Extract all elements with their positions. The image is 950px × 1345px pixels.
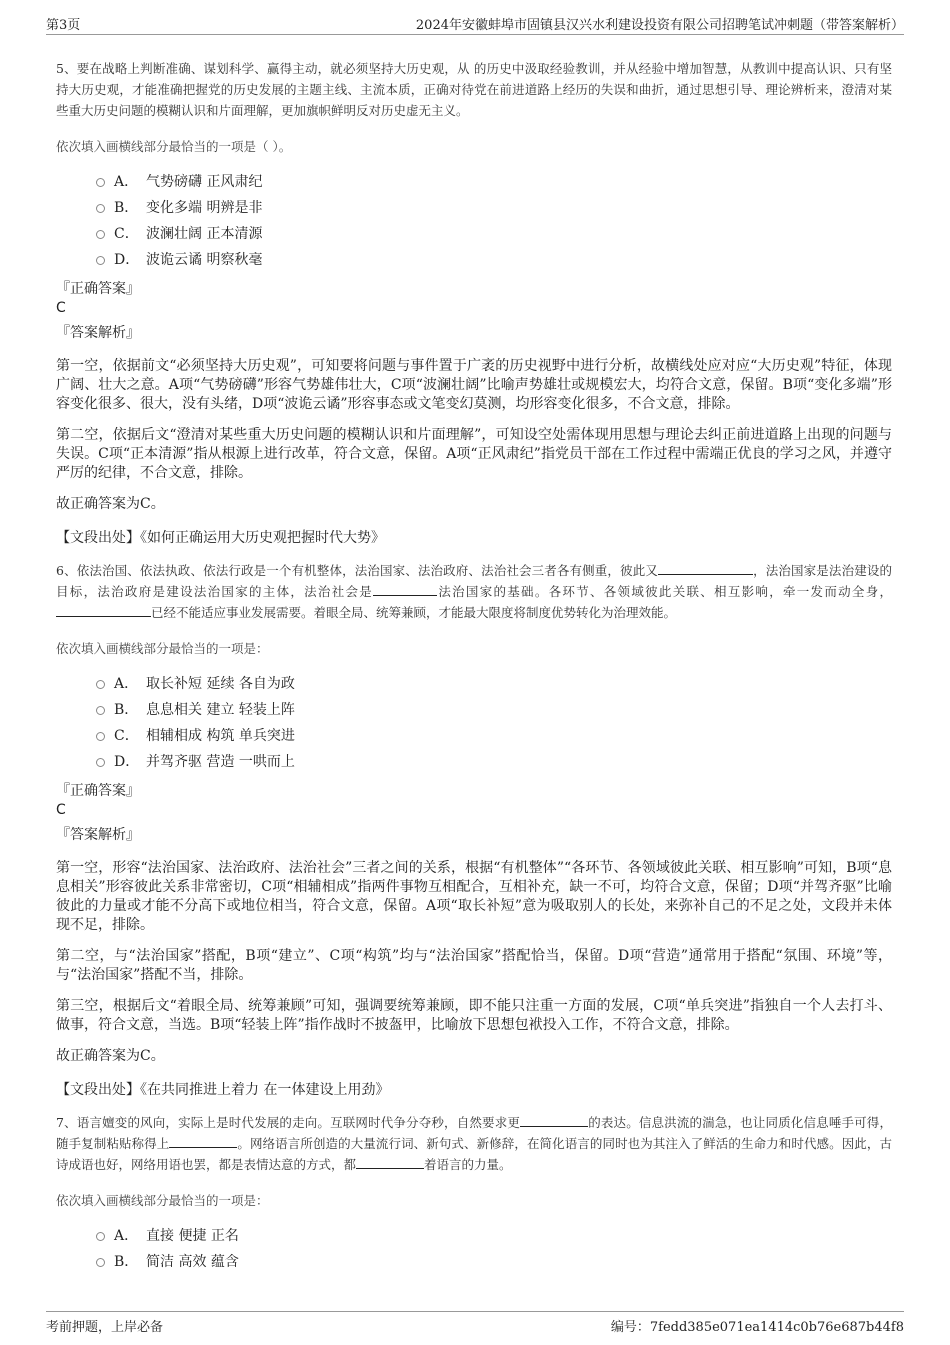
radio-icon[interactable]: [96, 256, 105, 265]
question-stem: 5、要在战略上判断准确、谋划科学、赢得主动，就必须坚持大历史观，从 的历史中汲取经验教训，并从经验中增加智慧，从教训中提高认识、只有坚持大历史观，才能准确把握党的历史发展的主题主线、主流本质，正确对待党在前进道路上经历的失误和曲折，通过思想引导、理论辨析来，澄清对某些重大历史问题的模糊认识和片面理解，更加旗帜鲜明反对历史虚无主义。: [56, 61, 892, 118]
analysis-paragraph: 第一空，形容“法治国家、法治政府、法治社会”三者之间的关系，根据“有机整体”“各环节、各领域彼此关联、相互影响”可知，B项“息息相关”形容彼此关系非常密切，C项“相辅相成”指两件事物互相配合，互相补充，缺一不可，均符合文意，保留；D项“并驾齐驱”比喻彼此的力量或才能不分高下或地位相当，符合文意，保留。A项“取长补短”意为吸取别人的长处，来弥补自己的不足之处，文段并未体现不足，排除。: [56, 860, 892, 933]
question-7: [56, 1112, 892, 1275]
page-number: 第3页: [46, 18, 81, 33]
radio-icon[interactable]: [96, 680, 105, 689]
document-body: [56, 58, 892, 1275]
analysis-paragraph: 第二空，依据后文“澄清对某些重大历史问题的模糊认识和片面理解”，可知设空处需体现用思想与理论去纠正前进道路上出现的问题与失误。C项“正本清源”指从根源上进行改革，符合文意，保留。A项“正风肃纪”指党员干部在工作过程中需端正优良的学习之风，并遵守严厉的纪律，不合文意，排除。: [56, 427, 892, 481]
radio-icon[interactable]: [96, 706, 105, 715]
analysis-paragraph: 第三空，根据后文“着眼全局、统筹兼顾”可知，强调要统筹兼顾，即不能只注重一方面的发展，C项“单兵突进”指独自一个人去打斗、做事，符合文意，当选。B项“轻装上阵”指作战时不披盔甲，比喻放下思想包袱投入工作，不符合文意，排除。: [56, 998, 892, 1033]
option-d[interactable]: D． 波诡云谲 明察秋毫: [96, 247, 892, 273]
fill-blank: [658, 561, 753, 575]
radio-icon[interactable]: [96, 178, 105, 187]
answer-label: 『正确答案』: [56, 281, 140, 297]
radio-icon[interactable]: [96, 1232, 105, 1241]
page-header: [46, 12, 904, 35]
document-id: 编号：7fedd385e071ea1414c0b76e687b44f8: [610, 1320, 904, 1335]
analysis-conclusion: 故正确答案为C。: [56, 1048, 165, 1064]
page-footer: [46, 1311, 904, 1336]
fill-blank: [520, 1113, 588, 1127]
fill-blank: [169, 1134, 237, 1148]
radio-icon[interactable]: [96, 1258, 105, 1267]
option-b[interactable]: B． 息息相关 建立 轻装上阵: [96, 697, 892, 723]
fill-blank: [356, 1155, 424, 1169]
option-list: [96, 1223, 892, 1275]
option-a[interactable]: A． 直接 便捷 正名: [96, 1223, 892, 1249]
fill-blank: [56, 603, 151, 617]
option-list: [96, 169, 892, 273]
question-prompt: 依次填入画横线部分最恰当的一项是（ ）。: [56, 139, 292, 154]
answer-label: 『正确答案』: [56, 783, 140, 799]
radio-icon[interactable]: [96, 230, 105, 239]
question-prompt: 依次填入画横线部分最恰当的一项是：: [56, 1193, 269, 1208]
option-c[interactable]: C． 波澜壮阔 正本清源: [96, 221, 892, 247]
option-d[interactable]: D． 并驾齐驱 营造 一哄而上: [96, 749, 892, 775]
question-6: [56, 560, 892, 1100]
option-c[interactable]: C． 相辅相成 构筑 单兵突进: [96, 723, 892, 749]
option-b[interactable]: B． 简洁 高效 蕴含: [96, 1249, 892, 1275]
radio-icon[interactable]: [96, 758, 105, 767]
fill-blank: [373, 582, 437, 596]
radio-icon[interactable]: [96, 732, 105, 741]
question-stem: 7、语言嬗变的风向，实际上是时代发展的走向。互联网时代争分夺秒，自然要求更 的表达。信息洪流的湍急，也让同质化信息唾手可得，随手复制粘贴称得上 。网络语言所创造的大量流行词、新句式、新修辞，在简化语言的同时也为其注入了鲜活的生命力和时代感。因此，古诗成语也好，网络用语也罢，都是表情达意的方式，都 着语言的力量。: [56, 1115, 892, 1172]
option-list: [96, 671, 892, 775]
option-b[interactable]: B． 变化多端 明辨是非: [96, 195, 892, 221]
question-prompt: 依次填入画横线部分最恰当的一项是：: [56, 641, 269, 656]
question-5: [56, 58, 892, 548]
answer-value: C: [56, 300, 66, 316]
footer-slogan: 考前押题，上岸必备: [46, 1320, 164, 1335]
analysis-conclusion: 故正确答案为C。: [56, 496, 165, 512]
answer-value: C: [56, 802, 66, 818]
document-title: 2024年安徽蚌埠市固镇县汉兴水利建设投资有限公司招聘笔试冲刺题（带答案解析）: [415, 18, 904, 33]
analysis-paragraph: 第一空，依据前文“必须坚持大历史观”，可知要将问题与事件置于广袤的历史视野中进行分析，故横线处应对应“大历史观”特征，体现广阔、壮大之意。A项“气势磅礴”形容气势雄伟壮大，C项“波澜壮阔”比喻声势雄壮或规模宏大，均符合文意，保留。B项“变化多端”形容变化很多、很大，没有头绪，D项“波诡云谲”形容事态或文笔变幻莫测，均形容变化很多，不合文意，排除。: [56, 358, 892, 412]
source-citation: 【文段出处】《在共同推进上着力 在一体建设上用劲》: [56, 1082, 390, 1098]
analysis-label: 『答案解析』: [56, 827, 140, 843]
analysis-paragraph: 第二空，与“法治国家”搭配，B项“建立”、C项“构筑”均与“法治国家”搭配恰当，保留。D项“营造”通常用于搭配“氛围、环境”等，与“法治国家”搭配不当，排除。: [56, 948, 892, 983]
question-stem: 6、依法治国、依法执政、依法行政是一个有机整体，法治国家、法治政府、法治社会三者各有侧重，彼此又 ，法治国家是法治建设的目标，法治政府是建设法治国家的主体，法治社会是 法治国家的基础。各环节、各领域彼此关联、相互影响，牵一发而动全身，已经不能适应事业发展需要。着眼全局、统筹兼顾，才能最大限度将制度优势转化为治理效能。: [56, 563, 892, 620]
analysis-label: 『答案解析』: [56, 325, 140, 341]
option-a[interactable]: A． 取长补短 延续 各自为政: [96, 671, 892, 697]
radio-icon[interactable]: [96, 204, 105, 213]
source-citation: 【文段出处】《如何正确运用大历史观把握时代大势》: [56, 530, 385, 546]
option-a[interactable]: A． 气势磅礴 正风肃纪: [96, 169, 892, 195]
